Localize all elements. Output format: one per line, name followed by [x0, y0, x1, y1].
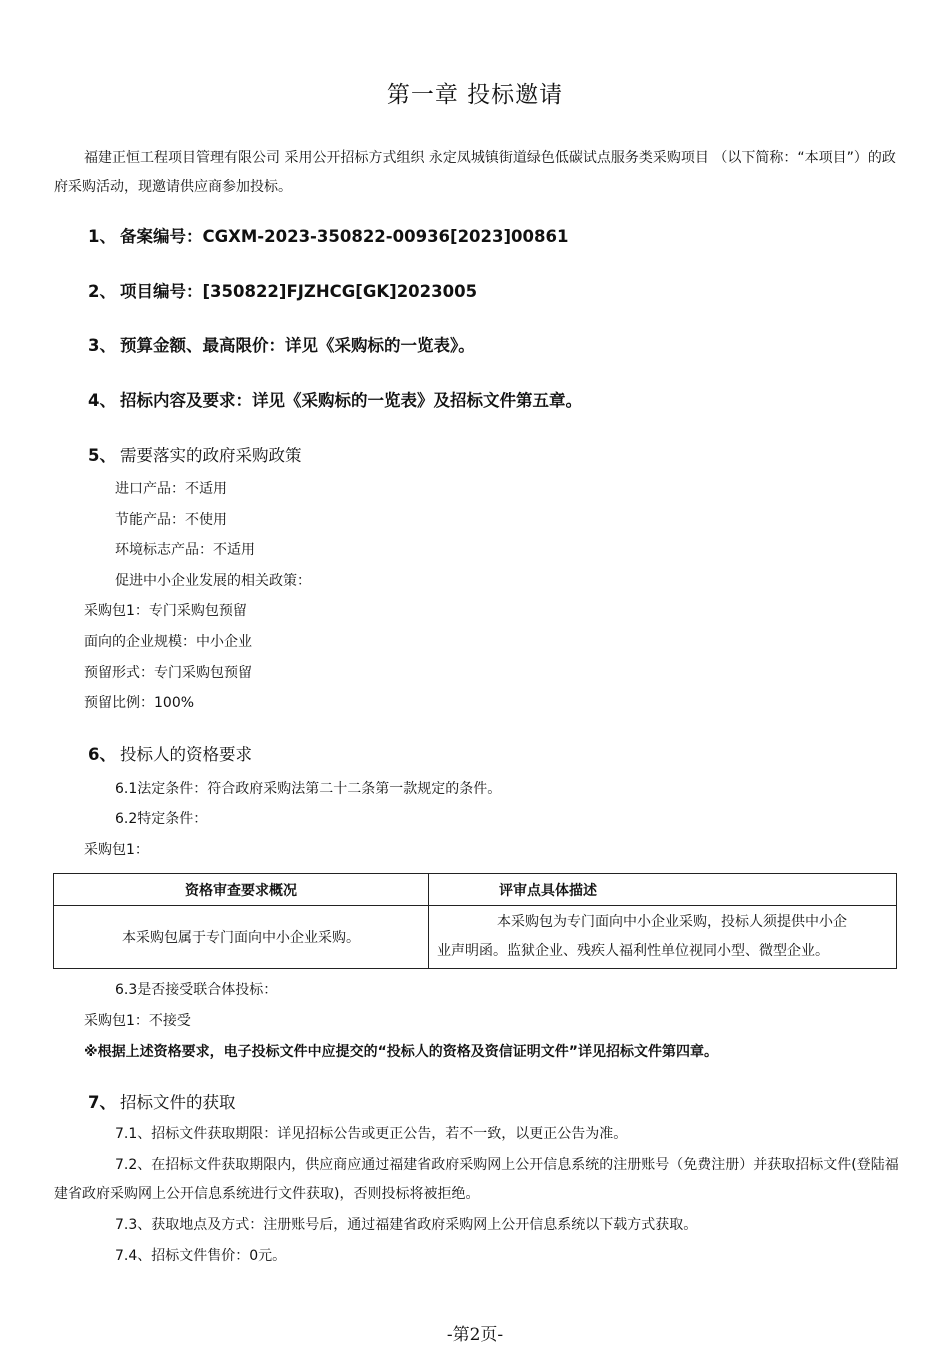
policy-form: 预留形式：专门采购包预留 — [84, 665, 252, 681]
section-number: 7、 — [88, 1093, 116, 1112]
table-header-row — [54, 874, 897, 906]
table-header-detail: 评审点具体描述 — [429, 874, 897, 906]
qualification-consortium: 6.3是否接受联合体投标： — [115, 982, 278, 998]
obtain-paragraph-1: 7.1、招标文件获取期限：详见招标公告或更正公告，若不一致，以更正公告为准。 — [115, 1126, 628, 1142]
section-1-record-number — [88, 223, 568, 247]
table-row — [54, 906, 897, 969]
detail-line-1: 本采购包为专门面向中小企业采购，投标人须提供中小企 — [497, 914, 847, 930]
intro-paragraph: 福建正恒工程项目管理有限公司 采用公开招标方式组织 永定凤城镇街道绿色低碳试点服务类采购项目 （以下简称：“本项目”）的政府采购活动，现邀请供应商参加投标。 — [54, 150, 896, 195]
section-text: 备案编号：CGXM-2023-350822-00936[2023]00861 — [119, 227, 569, 246]
section-3-budget — [88, 332, 475, 356]
policy-ratio: 预留比例：100% — [84, 695, 195, 711]
policy-import: 进口产品：不适用 — [115, 481, 227, 497]
obtain-paragraph-4: 7.4、招标文件售价：0元。 — [115, 1248, 287, 1264]
obtain-paragraph-3: 7.3、获取地点及方式：注册账号后，通过福建省政府采购网上公开信息系统以下载方式获取。 — [115, 1217, 698, 1233]
section-6-qualification — [88, 741, 252, 765]
obtain-paragraph-2: 7.2、在招标文件获取期限内，供应商应通过福建省政府采购网上公开信息系统的注册账号（免费注册）并获取招标文件(登陆福建省政府采购网上公开信息系统进行文件获取)，否则投标将被拒绝。 — [54, 1157, 899, 1202]
table-cell-summary: 本采购包属于专门面向中小企业采购。 — [54, 906, 429, 969]
section-text: 招标内容及要求：详见《采购标的一览表》及招标文件第五章。 — [119, 391, 582, 410]
section-number: 2、 — [88, 282, 116, 301]
section-2-project-number — [88, 278, 477, 302]
section-number: 4、 — [88, 391, 116, 410]
policy-scale: 面向的企业规模：中小企业 — [84, 634, 252, 650]
policy-package: 采购包1：专门采购包预留 — [84, 603, 247, 619]
policy-eco: 环境标志产品：不适用 — [115, 542, 255, 558]
section-4-content — [88, 387, 582, 411]
section-text: 招标文件的获取 — [119, 1093, 236, 1112]
qualification-special: 6.2特定条件： — [115, 811, 208, 827]
section-text: 项目编号：[350822]FJZHCG[GK]2023005 — [119, 282, 478, 301]
table-cell-detail — [429, 906, 897, 969]
section-text: 预算金额、最高限价：详见《采购标的一览表》。 — [119, 336, 475, 355]
section-5-policy — [88, 442, 301, 466]
section-text: 投标人的资格要求 — [119, 745, 252, 764]
policy-energy: 节能产品：不使用 — [115, 512, 227, 528]
qualification-legal: 6.1法定条件：符合政府采购法第二十二条第一款规定的条件。 — [115, 781, 502, 797]
section-number: 6、 — [88, 745, 116, 764]
chapter-title: 第一章 投标邀请 — [386, 82, 564, 108]
qualification-consortium-package: 采购包1：不接受 — [84, 1013, 191, 1029]
qualification-table — [53, 873, 897, 969]
qualification-package: 采购包1： — [84, 842, 149, 858]
detail-line-2: 业声明函。监狱企业、残疾人福利性单位视同小型、微型企业。 — [437, 943, 829, 959]
table-header-summary: 资格审查要求概况 — [54, 874, 429, 906]
qualification-note: ※根据上述资格要求，电子投标文件中应提交的“投标人的资格及资信证明文件”详见招标文件第四章。 — [84, 1044, 719, 1060]
section-number: 3、 — [88, 336, 116, 355]
policy-sme: 促进中小企业发展的相关政策： — [115, 573, 311, 589]
section-number: 1、 — [88, 227, 116, 246]
page-number: -第2页- — [446, 1325, 504, 1345]
section-number: 5、 — [88, 446, 116, 465]
section-7-obtain — [88, 1089, 235, 1113]
section-text: 需要落实的政府采购政策 — [119, 446, 302, 465]
